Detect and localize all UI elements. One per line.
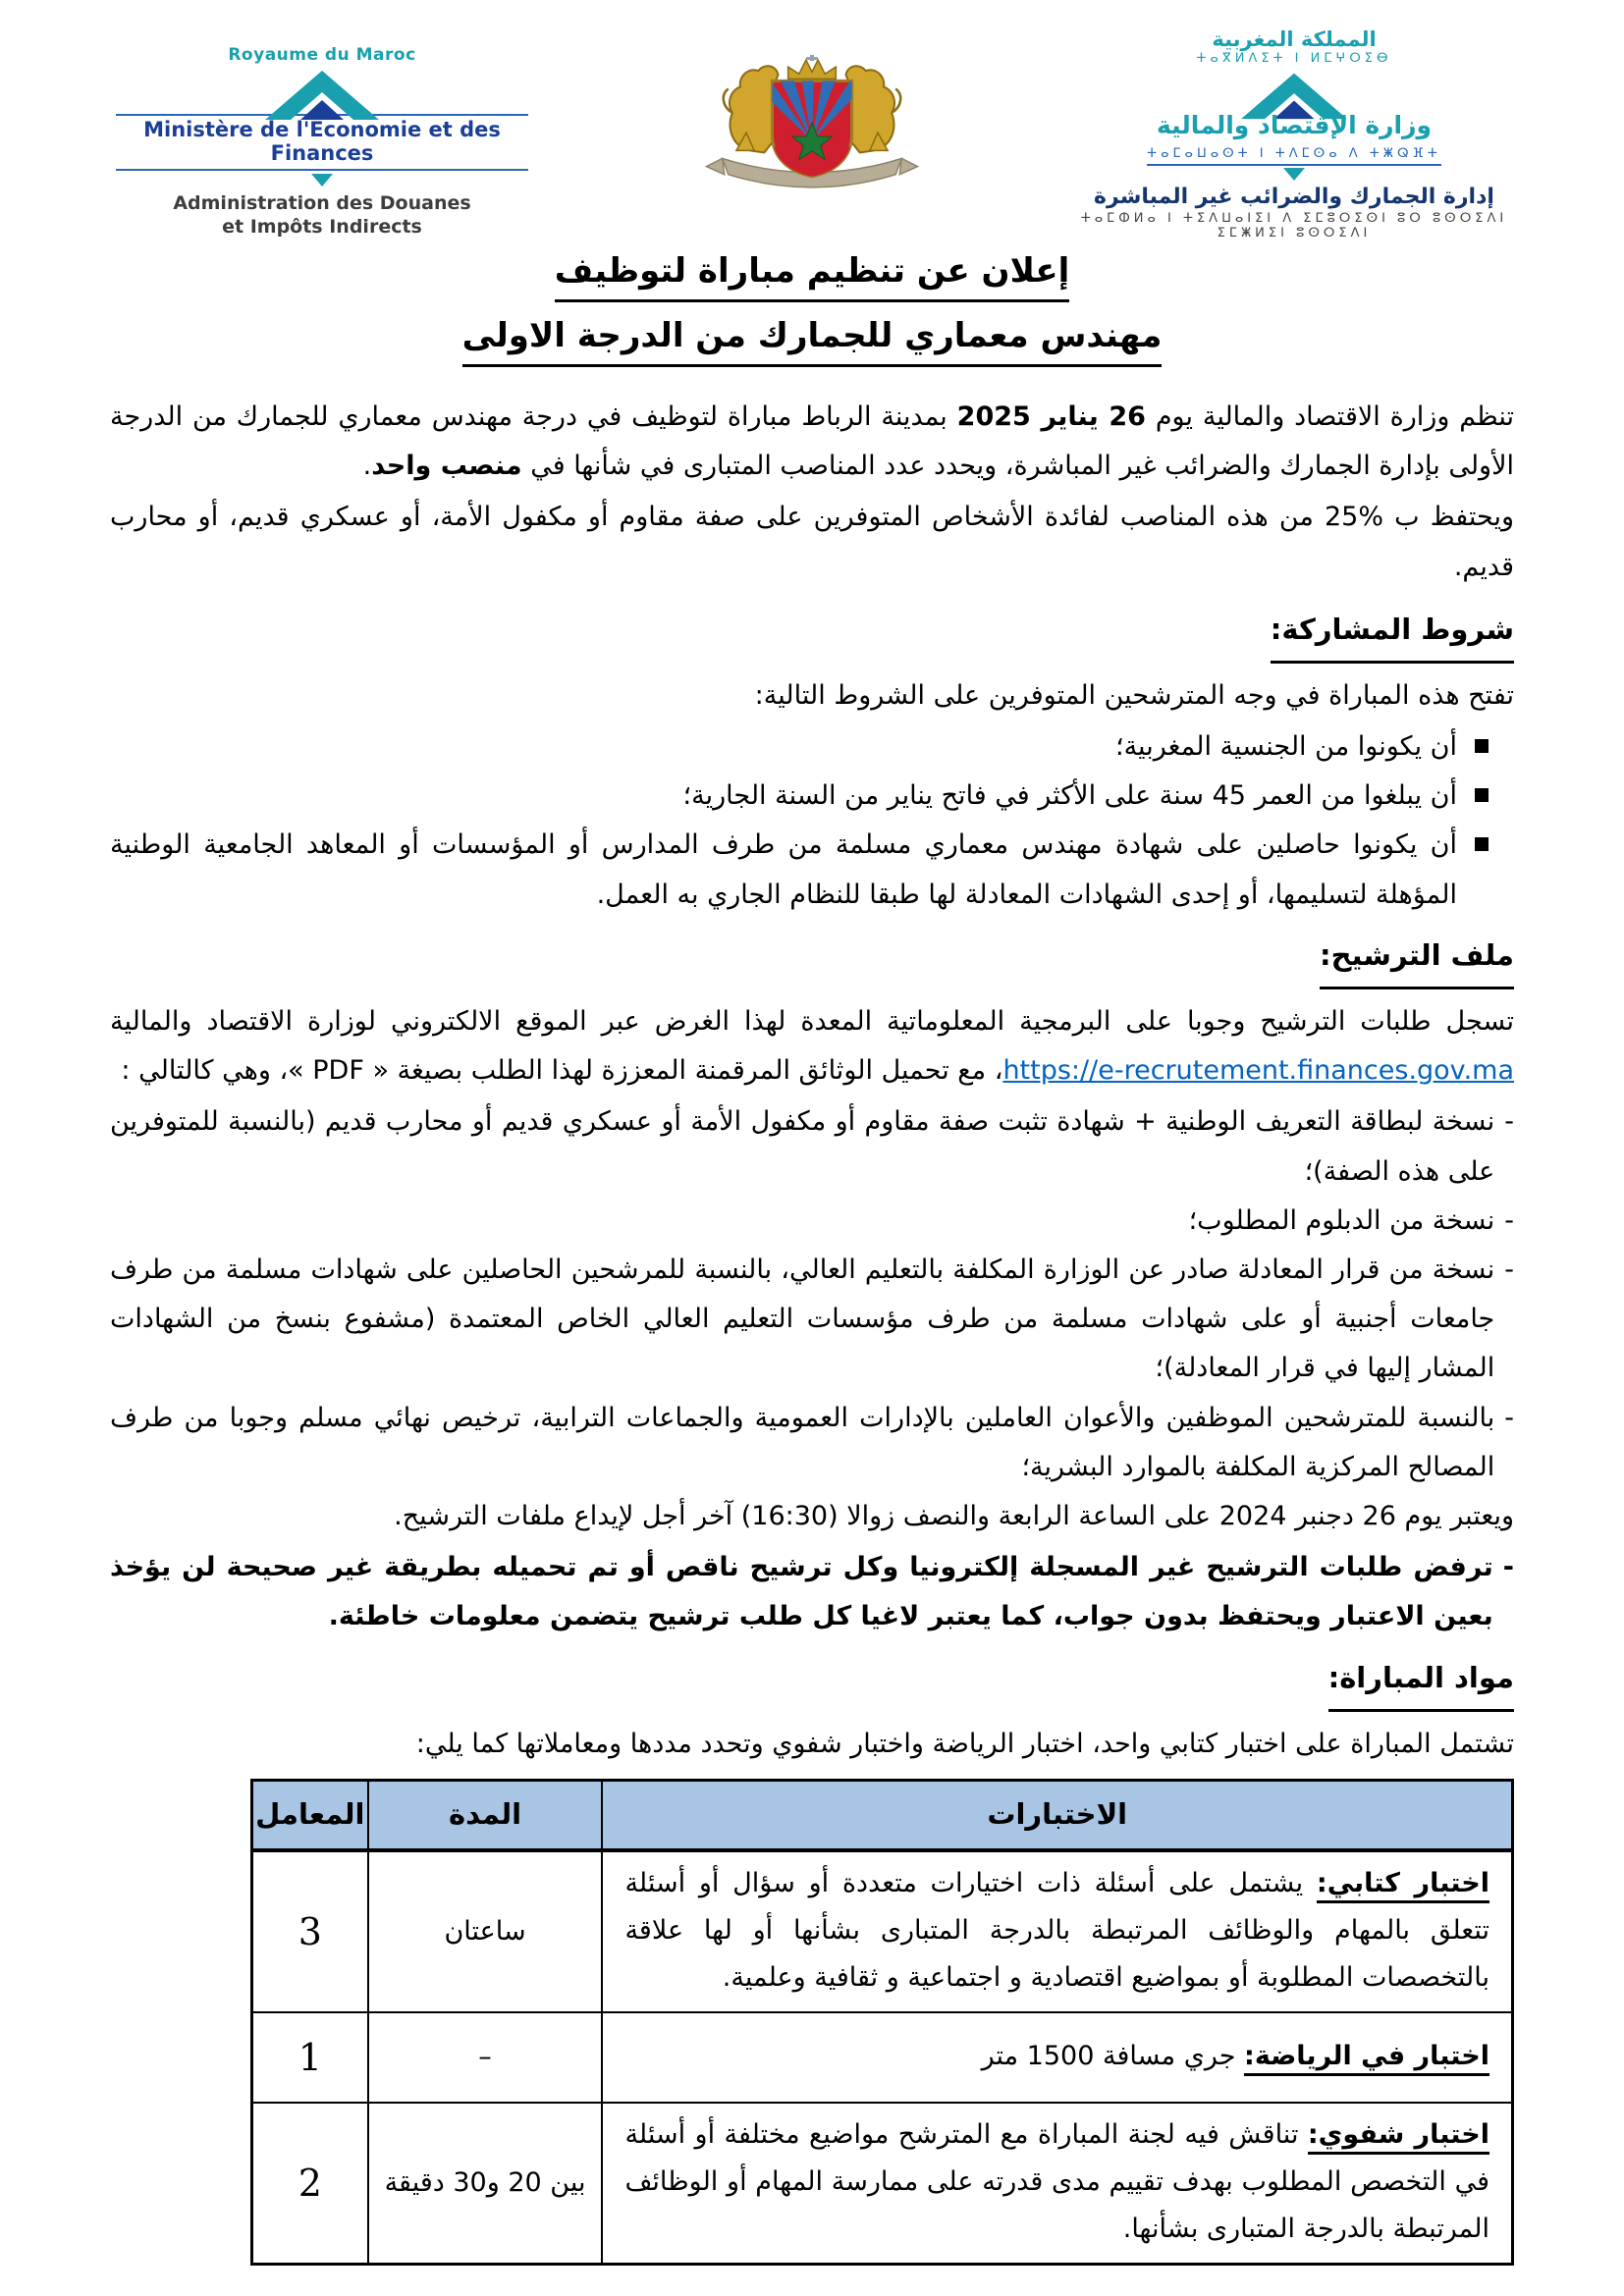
dash-marker: -: [1504, 1402, 1514, 1433]
recruitment-website-link[interactable]: https://e-recrutement.finances.gov.ma: [1002, 1055, 1514, 1087]
test-description: جري مسافة 1500 متر: [981, 2040, 1245, 2071]
document-body: [0, 393, 1624, 2266]
diamond-icon: [1283, 168, 1305, 181]
dash-marker: -: [1502, 1552, 1514, 1583]
document-item: - بالنسبة للمترشحين الموظفين والأعوان العاملين بالإدارات العمومية والجماعات الترابية، ترخيص نهائي مسلم وجوبا من طرف المصالح المركزية المكلفة بالموارد البشرية؛: [110, 1394, 1514, 1492]
test-title: اختبار في الرياضة:: [1244, 2041, 1489, 2076]
kingdom-text-tifinagh: ⵜⴰⴳⵍⴷⵉⵜ ⵏ ⵍⵎⵖⵔⵉⴱ: [1196, 51, 1392, 66]
exam-table: [250, 1779, 1514, 2266]
test-coefficient: 3: [252, 1850, 368, 2012]
conditions-intro: تفتح هذه المباراة في وجه المترشحين المتوفرين على الشروط التالية:: [754, 679, 1514, 711]
ministry-text-ar: وزارة الإقتصاد والمالية: [1156, 111, 1433, 139]
test-duration: ساعتان: [368, 1850, 603, 2012]
section-heading-application-file: ملف الترشيح:: [1320, 930, 1514, 989]
condition-item: أن يكونوا حاصلين على شهادة مهندس معماري مسلمة من طرف المدارس أو المؤسسات أو المعاهد الجامعية الوطنية المؤهلة لتسليمها، أو إحدى الشهادات المعادلة لها طبقا للنظام الجاري به العمل.: [110, 821, 1514, 919]
intro-paragraph-1: تنظم وزارة الاقتصاد والمالية يوم 26 يناير 2025 بمدينة الرباط مباراة لتوظيف في درجة مهندس معماري للجمارك من الدرجة الأولى بإدارة الجمارك والضرائب غير المباشرة، ويحدد عدد المناصب المتبارى في شأنها في منصب واحد.: [110, 401, 1514, 482]
title-line-2: مهندس معماري للجمارك من الدرجة الاولى: [462, 316, 1163, 367]
document-item: - نسخة من قرار المعادلة صادر عن الوزارة المكلفة بالتعليم العالي، بالنسبة للمرشحين الحاصلين على شهادات مسلمة من طرف جامعات أجنبية أو على شهادات مسلمة من طرف مؤسسات التعليم العالي الخاص المعتمدة (مشفوع بنسخ من الشهادات المشار إليها في قرار المعادلة)؛: [110, 1246, 1514, 1394]
document-item: - نسخة لبطاقة التعريف الوطنية + شهادة تثبت صفة مقاوم أو مكفول الأمة أو عسكري قديم أو محارب قديم (بالنسبة للمتوفرين على هذه الصفة)؛: [110, 1097, 1514, 1196]
table-row-sport-test: [252, 2012, 1513, 2103]
dash-marker: -: [1504, 1254, 1514, 1285]
crown: [788, 55, 837, 79]
square-bullet-icon: [1475, 837, 1489, 851]
deadline-paragraph: ويعتبر يوم 26 دجنبر 2024 على الساعة الرابعة والنصف زوالا (16:30) آخر أجل لإيداع ملفات الترشيح.: [394, 1501, 1514, 1532]
test-coefficient: 2: [252, 2103, 368, 2265]
dash-marker: -: [1504, 1106, 1514, 1138]
test-coefficient: 1: [252, 2012, 368, 2103]
test-title: اختبار كتابي:: [1317, 1868, 1489, 1903]
lion-right: [845, 66, 900, 152]
kingdom-text-ar: المملكة المغربية: [1212, 27, 1377, 51]
ministry-text-fr: Ministère de l'Economie et des Finances: [116, 114, 528, 171]
customs-admin-text-ar: إدارة الجمارك والضرائب غير المباشرة: [1094, 185, 1494, 209]
test-duration: بين 20 و30 دقيقة: [368, 2103, 603, 2265]
customs-admin-tifinagh-line2: ⵉⵎⵥⵍⵉⵏ ⵓⵙⵔⵉⴷⵏ: [1217, 226, 1372, 240]
announcement-title: [0, 251, 1624, 367]
customs-admin-text-fr: Administration des Douanes et Impôts Indirects: [173, 192, 471, 238]
subjects-intro: تشتمل المباراة على اختبار كتابي واحد، اختبار الرياضة واختبار شفوي وتحدد مددها ومعاملاتها كما يلي:: [415, 1728, 1514, 1759]
warning-paragraph: - ترفض طلبات الترشيح غير المسجلة إلكترونيا وكل ترشيح ناقص أو تم تحميله بطريقة غير صحيحة لن يؤخذ بعين الاعتبار ويحتفظ بدون جواب، كما يعتبر لاغيا كل طلب ترشيح يتضمن معلومات خاطئة.: [110, 1543, 1514, 1641]
test-description: تناقش فيه لجنة المباراة مع المترشح مواضيع مختلفة أو أسئلة في التخصص المطلوب بهدف تقييم مدى قدرته على ممارسة المهام أو الوظائف المرتبطة بالدرجة المتبارى بشأنها.: [624, 2118, 1489, 2245]
column-header-duration: المدة: [368, 1780, 603, 1850]
document-item: - نسخة من الدبلوم المطلوب؛: [110, 1197, 1514, 1246]
lion-left: [724, 66, 779, 152]
kingdom-text-fr: Royaume du Maroc: [228, 45, 416, 65]
exam-date: 26 يناير 2025: [956, 401, 1146, 432]
table-row-written-test: [252, 1850, 1513, 2012]
customs-admin-tifinagh-line1: ⵜⴰⵎⵀⵍⴰ ⵏ ⵜⵉⴷⵡⴰⵏⵉⵏ ⴷ ⵉⵎⵓⵔⵉⵙⵏ ⵓⵔ ⵓⵙⵔⵉⴷⵏ: [1080, 211, 1508, 226]
test-title: اختبار شفوي:: [1308, 2119, 1489, 2155]
condition-item: أن يكونوا من الجنسية المغربية؛: [110, 722, 1514, 772]
exam-table-header-row: [252, 1780, 1513, 1850]
ministry-logo-french: [116, 45, 528, 240]
column-header-coefficient: المعامل: [252, 1780, 368, 1850]
test-description: يشتمل على أسئلة ذات اختيارات متعددة أو سؤال أو أسئلة تتعلق بالمهام والوظائف المرتبطة بالدرجة المتبارى بشأنها أو لها علاقة بالتخصصات المطلوبة أو بمواضيع اقتصادية و اجتماعية و ثقافية وعلمية.: [624, 1867, 1489, 1993]
table-row-oral-test: [252, 2103, 1513, 2265]
ministry-text-tifinagh: ⵜⴰⵎⴰⵡⴰⵙⵜ ⵏ ⵜⴷⵎⵙⴰ ⴷ ⵜⵥⵕⴼⵜ: [1147, 146, 1441, 166]
dash-marker: -: [1504, 1204, 1514, 1236]
intro-paragraph-2: ويحتفظ ب %25 من هذه المناصب لفائدة الأشخاص المتوفرين على صفة مقاوم أو مكفول الأمة، أو عسكري قديم، أو محارب قديم.: [110, 502, 1515, 582]
moroccan-coat-of-arms-icon: [689, 55, 935, 194]
page-header: [0, 0, 1624, 240]
column-header-tests: الاختبارات: [602, 1780, 1512, 1850]
section-heading-subjects: مواد المباراة:: [1328, 1652, 1514, 1712]
section-heading-conditions: شروط المشاركة:: [1271, 604, 1514, 664]
square-bullet-icon: [1475, 788, 1489, 802]
ministry-logo-arabic: [1039, 27, 1549, 240]
posts-count: منصب واحد: [371, 451, 522, 482]
square-bullet-icon: [1475, 739, 1489, 753]
diamond-icon: [311, 174, 333, 187]
test-duration: –: [368, 2012, 603, 2103]
application-file-paragraph: تسجل طلبات الترشيح وجوبا على البرمجية المعلوماتية المعدة لهذا الغرض عبر الموقع الالكتروني لوزارة الاقتصاد والمالية https://e-recrutement.finances.gov.ma، مع تحميل الوثائق المرقمنة المعززة لهذا الطلب بصيغة « PDF »، وهي كالتالي :: [110, 1005, 1514, 1087]
condition-item: أن يبلغوا من العمر 45 سنة على الأكثر في فاتح يناير من السنة الجارية؛: [110, 772, 1514, 821]
title-line-1: إعلان عن تنظيم مباراة لتوظيف: [555, 251, 1070, 302]
